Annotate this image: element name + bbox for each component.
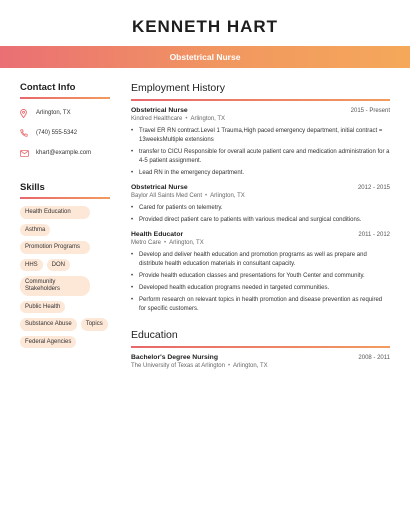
- job-dates: 2012 - 2015: [357, 185, 390, 191]
- skills-divider: [20, 197, 110, 199]
- school-location: Arlington, TX: [233, 363, 268, 369]
- school-name: The University of Texas at Arlington: [131, 363, 225, 369]
- skill-tag: Asthma: [20, 224, 50, 237]
- skill-tag: Health Education: [20, 206, 90, 219]
- separator-dot: •: [164, 240, 167, 246]
- education-heading: Education: [131, 329, 178, 341]
- job-dates: 2015 - Present: [350, 108, 390, 114]
- job-bullet: • Travel ER RN contract.Level 1 Trauma,High paced emergency department, initial contract = 13weeksMultiple extensions: [131, 128, 383, 143]
- contact-divider: [20, 97, 110, 99]
- skill-tag: Promotion Programs: [20, 241, 90, 254]
- job-title: Obstetrical Nurse: [131, 184, 188, 191]
- contact-email-text[interactable]: khart@example.com: [36, 150, 92, 156]
- skill-tag: Topics: [81, 318, 108, 331]
- job-bullet: • Developed health education programs needed in targeted communities.: [131, 285, 330, 291]
- contact-phone-text: (740) 555-5342: [36, 130, 78, 136]
- job-location: Arlington, TX: [190, 116, 226, 122]
- contact-email[interactable]: [20, 147, 110, 159]
- skill-tag: DON: [47, 259, 70, 272]
- right-column: [131, 82, 390, 369]
- job-employer: Metro Care: [131, 240, 162, 246]
- location-pin-icon: [20, 109, 36, 118]
- job-entry: [131, 107, 390, 178]
- skills-list: [20, 206, 110, 348]
- job-bullet: • Perform research on relevant topics in health promotion and disease prevention as required for specific customers.: [131, 297, 383, 312]
- job-dates: 2011 - 2012: [358, 232, 390, 238]
- job-entry: [131, 184, 390, 225]
- job-location: Arlington, TX: [210, 193, 245, 199]
- job-title-heading: Obstetrical Nurse: [169, 52, 241, 62]
- job-bullet: • Provide health education classes and presentations for Youth Center and community.: [131, 273, 365, 279]
- job-title: Obstetrical Nurse: [131, 107, 188, 114]
- separator-dot: •: [185, 116, 188, 122]
- job-bullet: • Cared for patients on telemetry.: [131, 205, 223, 211]
- job-location: Arlington, TX: [169, 240, 204, 246]
- contact-phone: [20, 127, 110, 139]
- job-employer: Baylor All Saints Med Cent: [131, 193, 203, 199]
- job-entry: [131, 231, 390, 314]
- education-dates: 2008 - 2011: [358, 355, 390, 361]
- skill-tag: Community Stakeholders: [20, 276, 90, 295]
- skill-tag: Substance Abuse: [20, 318, 77, 331]
- contact-location-text: Arlington, TX: [36, 110, 71, 116]
- education-section: [131, 329, 390, 369]
- separator-dot: •: [227, 363, 231, 369]
- job-title: Health Educator: [131, 231, 184, 238]
- skill-tag: Federal Agencies: [20, 336, 76, 349]
- separator-dot: •: [205, 193, 208, 199]
- candidate-name: KENNETH HART: [131, 17, 279, 36]
- education-entry: [131, 354, 390, 369]
- degree: Bachelor's Degree Nursing: [131, 354, 218, 361]
- skills-heading: Skills: [20, 182, 45, 193]
- employment-divider: [131, 99, 390, 101]
- job-bullet: • Develop and deliver health education and promotion programs as well as prepare and distribute health education materials in consultant capacity.: [131, 252, 367, 267]
- education-divider: [131, 346, 390, 348]
- title-banner: [0, 46, 410, 68]
- job-bullet: • transfer to CICU Responsible for overall acute patient care and medication administration for a 4-5 patient assignment.: [131, 149, 390, 164]
- job-bullet: • Provided direct patient care to patients with various medical and surgical conditions.: [131, 217, 362, 223]
- contact-location: [20, 107, 110, 119]
- job-employer: Kindred Healthcare: [131, 116, 183, 122]
- skill-tag: Public Health: [20, 301, 65, 314]
- left-column: [20, 82, 110, 348]
- email-icon: [20, 150, 36, 157]
- phone-icon: [20, 129, 36, 137]
- contact-heading: Contact Info: [20, 82, 76, 93]
- skill-tag: HHS: [20, 259, 43, 272]
- job-bullet: • Lead RN in the emergency department.: [131, 170, 245, 176]
- employment-heading: Employment History: [131, 82, 225, 94]
